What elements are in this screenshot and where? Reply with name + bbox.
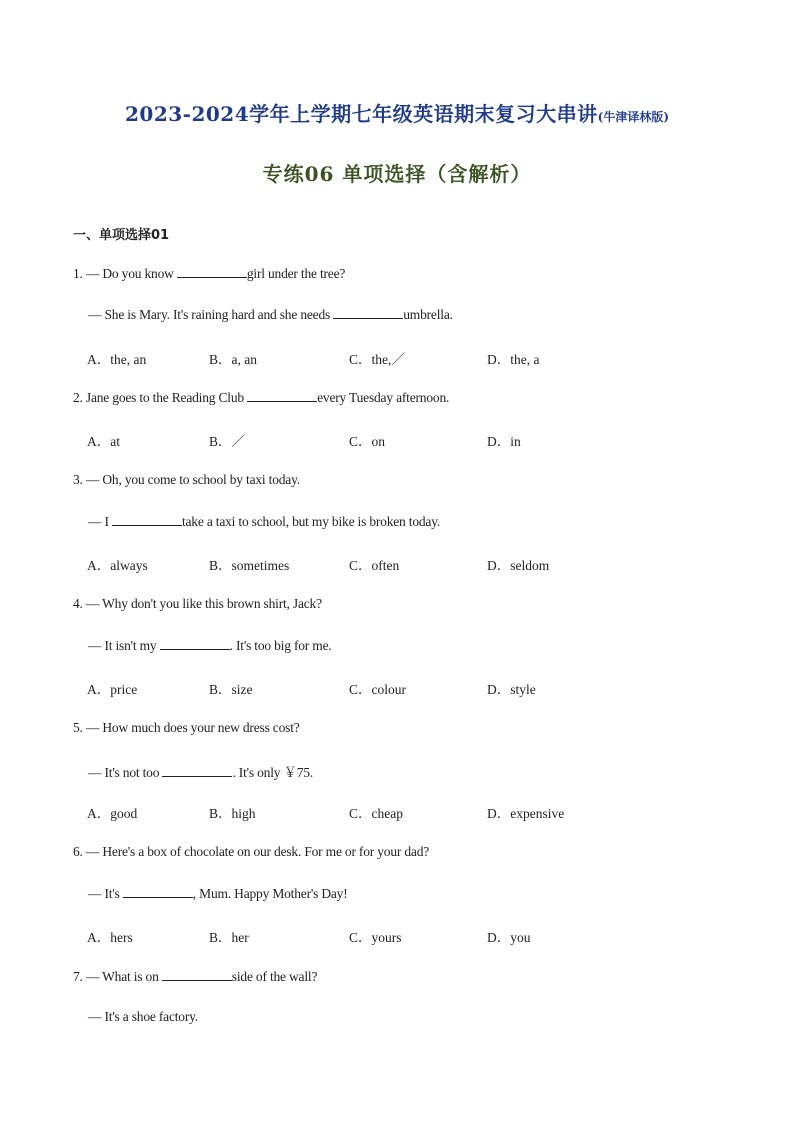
question-6-option-d: D．you [487,930,531,945]
question-4-line-2: — It isn't my . It's too big for me. [88,638,332,653]
question-4-option-c: C．colour [349,682,406,697]
question-1-option-a: A．the, an [87,352,147,367]
question-5-option-b: B．high [209,806,256,821]
question-5-line-1: 5. — How much does your new dress cost? [73,720,300,735]
question-5-option-d: D．expensive [487,806,565,821]
title-edition: (牛津译林版) [597,110,669,124]
question-1-option-b: B．a, an [209,352,257,367]
question-2-line-1: 2. Jane goes to the Reading Club every Tuesday afternoon. [73,390,450,405]
question-5-line-2: — It's not too . It's only ￥75. [88,765,314,780]
question-1-line-2: — She is Mary. It's raining hard and she needs umbrella. [88,307,453,322]
section-heading: 一、单项选择01 [73,228,170,243]
question-2-option-b: B．／ [209,434,246,449]
question-1-option-c: C．the,／ [349,352,405,367]
question-3-option-d: D．seldom [487,558,550,573]
question-4-option-a: A．price [87,682,138,697]
question-6-line-2: — It's , Mum. Happy Mother's Day! [88,886,348,901]
answer-blank [333,306,403,319]
answer-blank [160,637,230,650]
document-title [0,98,794,127]
question-3-line-2: — I take a taxi to school, but my bike is broken today. [88,514,441,529]
question-3-option-a: A．always [87,558,148,573]
answer-blank [162,764,232,777]
question-6-line-1: 6. — Here's a box of chocolate on our desk. For me or for your dad? [73,844,430,859]
question-1-option-d: D．the, a [487,352,540,367]
question-1-line-1: 1. — Do you know girl under the tree? [73,266,346,281]
question-3-option-c: C．often [349,558,400,573]
answer-blank [162,968,232,981]
question-2-option-d: D．in [487,434,521,449]
question-4-option-b: B．size [209,682,253,697]
question-2-option-a: A．at [87,434,120,449]
question-7-line-2: — It's a shoe factory. [88,1009,198,1024]
question-7-line-1: 7. — What is on side of the wall? [73,969,318,984]
question-6-option-a: A．hers [87,930,133,945]
question-2-option-c: C．on [349,434,386,449]
question-3-line-1: 3. — Oh, you come to school by taxi today. [73,472,300,487]
question-6-option-b: B．her [209,930,249,945]
question-6-option-c: C．yours [349,930,402,945]
title-main: 2023-2024学年上学期七年级英语期末复习大串讲 [125,102,598,126]
question-5-option-c: C．cheap [349,806,403,821]
question-5-option-a: A．good [87,806,138,821]
document-subtitle: 专练06 单项选择（含解析） [262,162,532,186]
answer-blank [247,389,317,402]
answer-blank [177,265,247,278]
question-3-option-b: B．sometimes [209,558,290,573]
question-4-line-1: 4. — Why don't you like this brown shirt, Jack? [73,596,322,611]
answer-blank [112,513,182,526]
answer-blank [123,885,193,898]
question-4-option-d: D．style [487,682,536,697]
